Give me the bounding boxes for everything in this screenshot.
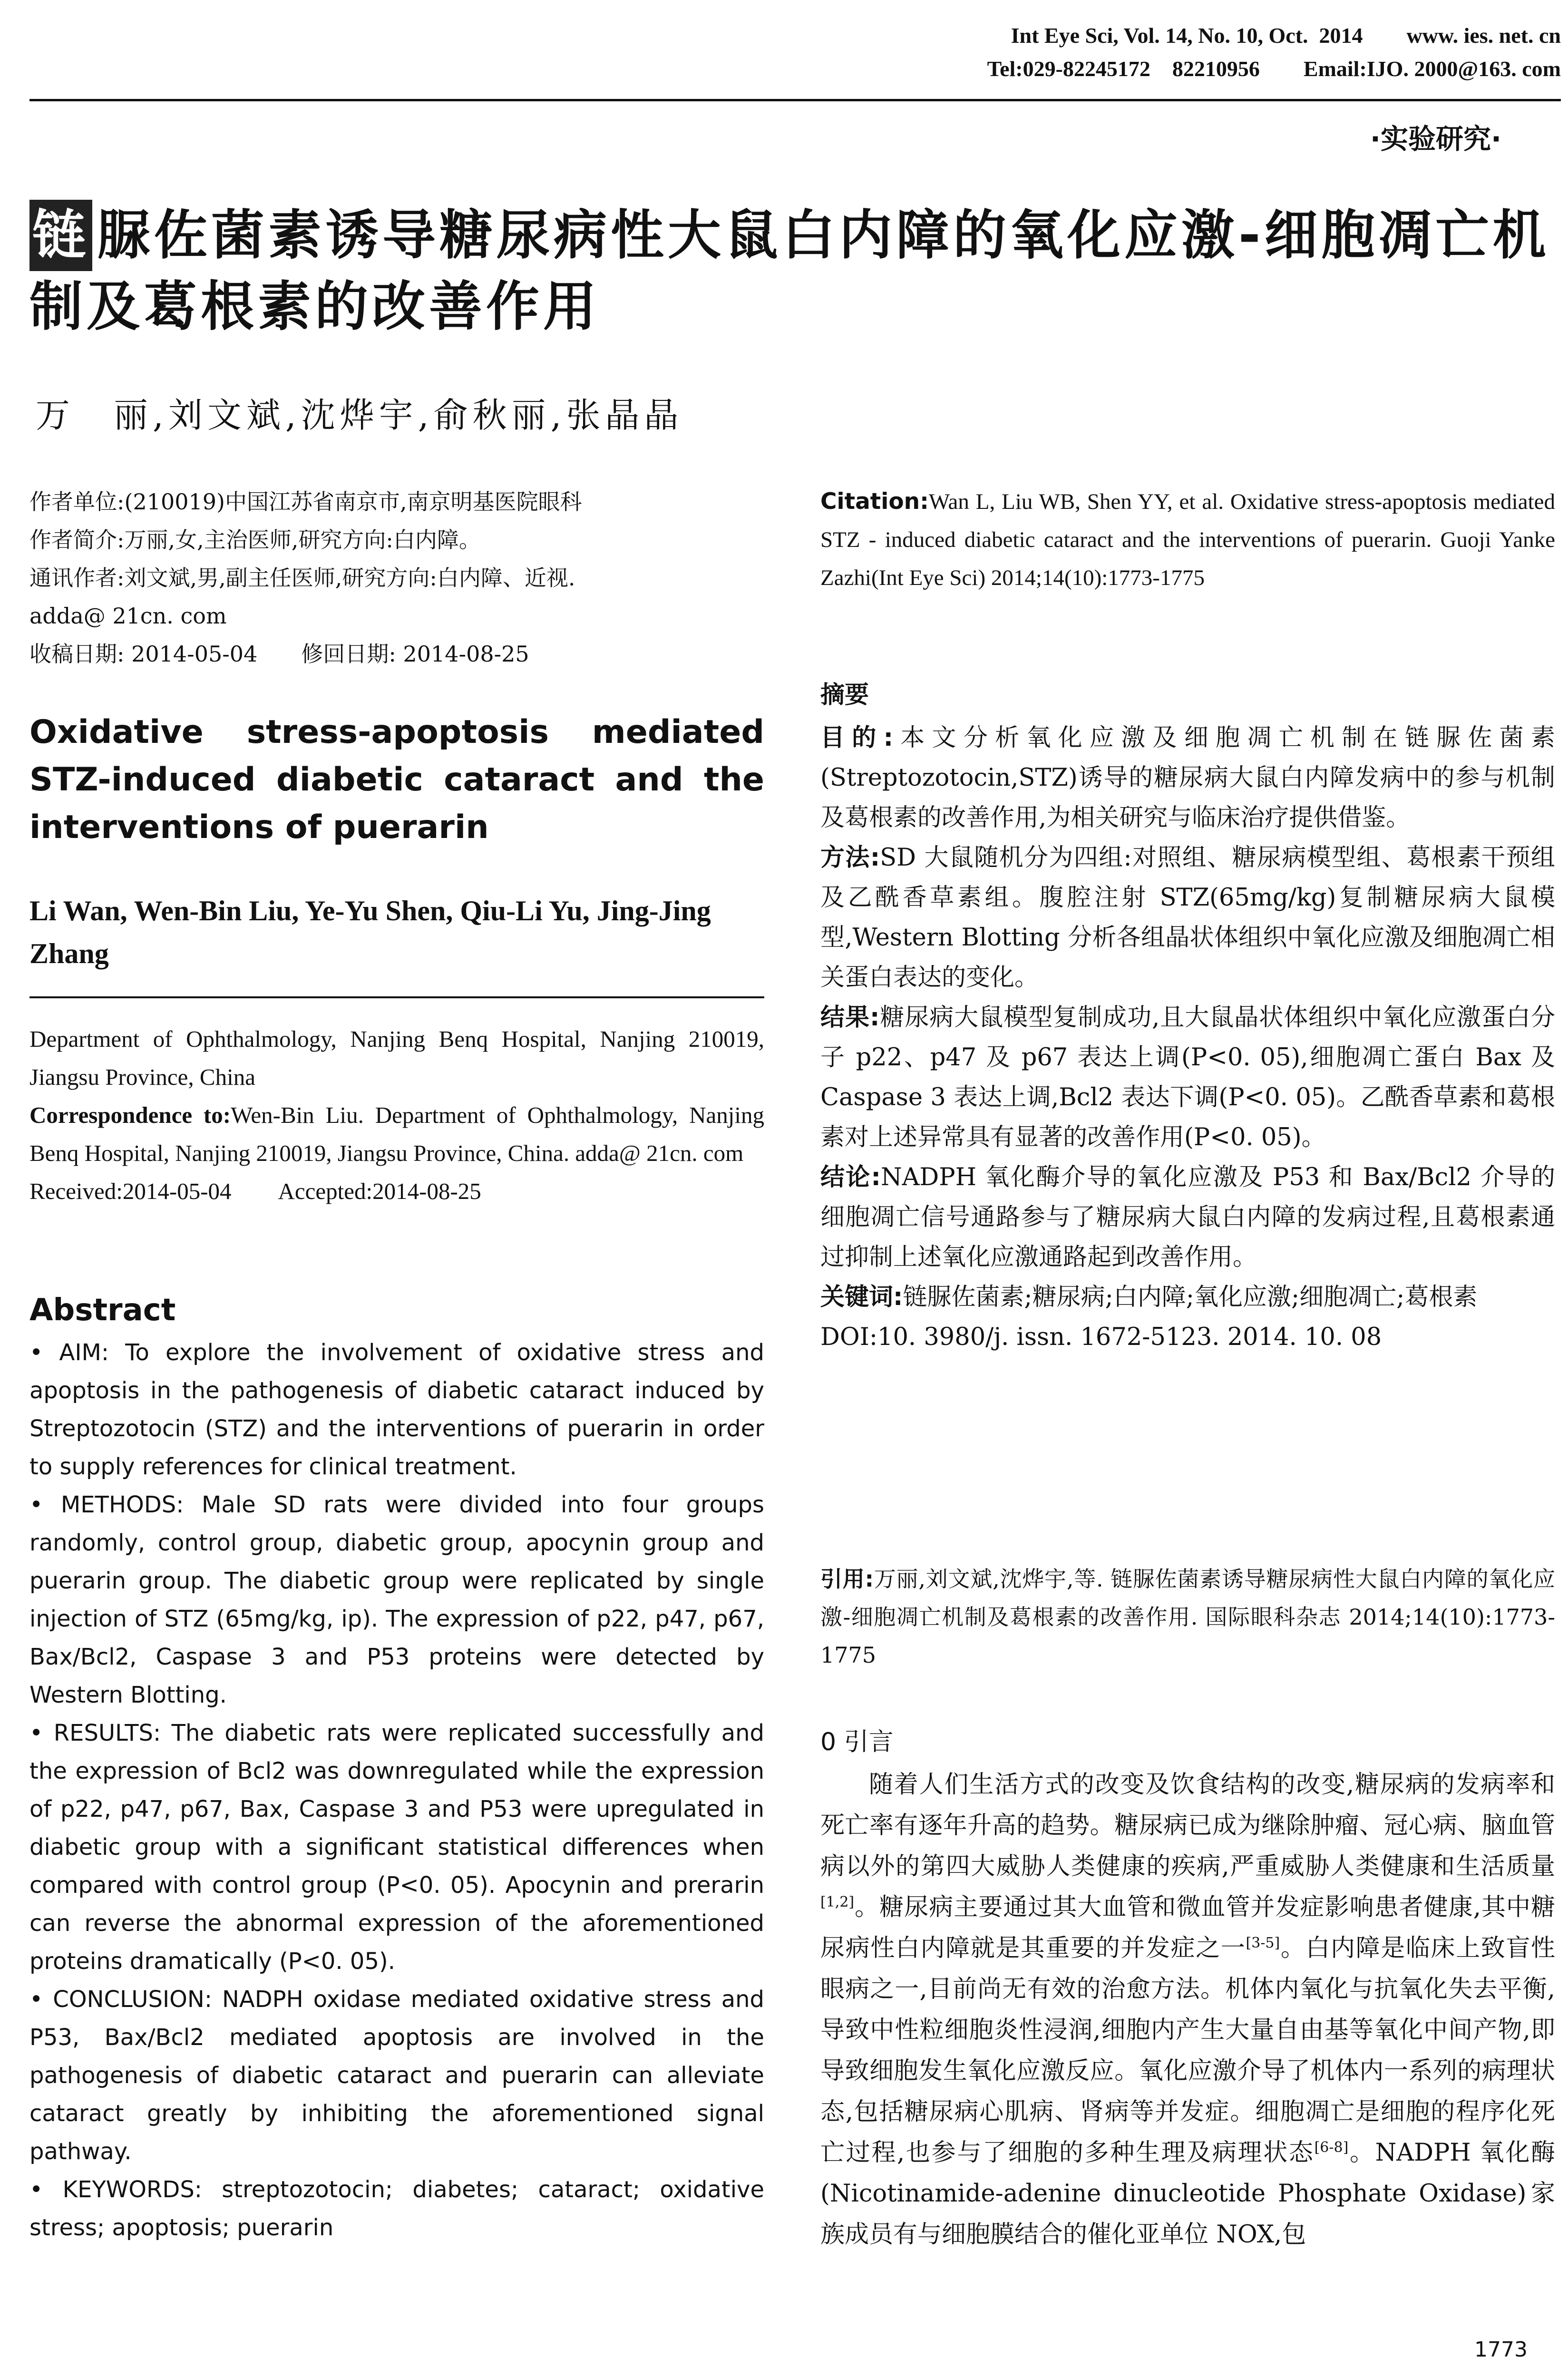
english-authors: Li Wan, Wen-Bin Liu, Ye-Yu Shen, Qiu-Li Yu, Jing-Jing Zhang bbox=[29, 895, 711, 969]
cn-methods-label: 方法: bbox=[820, 844, 880, 872]
authors-rule bbox=[29, 996, 764, 998]
cn-conclusion-text: NADPH 氧化酶介导的氧化应激及 P53 和 Bax/Bcl2 介导的细胞凋亡信号通路参与了糖尿病大鼠白内障的发病过程,且葛根素通过抑制上述氧化应激通路起到改善作用。 bbox=[820, 1163, 1555, 1271]
intro-text-1: 随着人们生活方式的改变及饮食结构的改变,糖尿病的发病率和死亡率有逐年升高的趋势。糖尿病已成为继除肿瘤、冠心病、脑血管病以外的第四大威胁人类健康的疾病,严重威胁人类健康和生活质量 bbox=[820, 1771, 1555, 1880]
cn-keywords bbox=[820, 1277, 1555, 1317]
intro-text-2: 。糖尿病主要通过其大血管和微血管并发症影响患者健康,其中糖尿病性白内障就是其重要的并发症之一 bbox=[820, 1893, 1555, 1962]
reference-6-8: [6-8] bbox=[1314, 2139, 1349, 2156]
cn-results-text: 糖尿病大鼠模型复制成功,且大鼠晶状体组织中氧化应激蛋白分子 p22、p47 及 p67 表达上调(P<0. 05),细胞凋亡蛋白 Bax 及 Caspase 3 表达上调,Bcl2 表达下调(P<0. 05)。乙酰香草素和葛根素对上述异常具有显著的改善作用(P<0. 05)。 bbox=[820, 1003, 1555, 1151]
section-label: ·实验研究· bbox=[1370, 123, 1501, 155]
cn-keywords-text: 链脲佐菌素;糖尿病;白内障;氧化应激;细胞凋亡;葛根素 bbox=[903, 1283, 1478, 1311]
intro-text-4: 。NADPH 氧化酶(Nicotinamide-adenine dinucleotide Phosphate Oxidase)家族成员有与细胞膜结合的催化亚单位 NOX,包 bbox=[820, 2139, 1555, 2249]
cn-aim-label: 目的: bbox=[820, 724, 893, 752]
dates-line: 收稿日期: 2014-05-04 修回日期: 2014-08-25 bbox=[29, 641, 529, 667]
email-line: adda@ 21cn. com bbox=[29, 603, 227, 629]
cn-aim-text: 本文分析氧化应激及细胞凋亡机制在链脲佐菌素(Streptozotocin,STZ)诱导的糖尿病大鼠白内障发病中的参与机制及葛根素的改善作用,为相关研究与临床治疗提供借鉴。 bbox=[820, 724, 1555, 832]
title-first-char: 链 bbox=[29, 200, 92, 271]
cn-keywords-label: 关键词: bbox=[820, 1283, 903, 1311]
reference-3-5: [3-5] bbox=[1246, 1935, 1280, 1951]
correspondence-text: Wen-Bin Liu. Department of Ophthalmology, Nanjing Benq Hospital, Nanjing 210019, Jiangsu Province, China. adda@ 21cn. com bbox=[29, 1102, 764, 1166]
cn-methods-text: SD 大鼠随机分为四组:对照组、糖尿病模型组、葛根素干预组及乙酰香草素组。腹腔注射 STZ(65mg/kg)复制糖尿病大鼠模型,Western Blotting 分析各组晶状体组织中氧化应激及细胞凋亡相关蛋白表达的变化。 bbox=[820, 844, 1555, 992]
correspondence-label: Correspondence to: bbox=[29, 1102, 231, 1128]
received-accepted: Received:2014-05-04 Accepted:2014-08-25 bbox=[29, 1178, 481, 1204]
journal-contact-line: Tel:029-82245172 82210956 Email:IJO. 2000@163. com bbox=[987, 57, 1561, 81]
page-number: 1773 bbox=[1474, 2338, 1528, 2362]
cn-methods bbox=[820, 838, 1555, 998]
chinese-authors: 万 丽,刘文斌,沈烨宇,俞秋丽,张晶晶 bbox=[36, 395, 683, 435]
cn-conclusion-label: 结论: bbox=[820, 1163, 881, 1191]
chinese-affiliation bbox=[29, 483, 764, 673]
citation-text: Wan L, Liu WB, Shen YY, et al. Oxidative stress-apoptosis mediated STZ - induced diabetic cataract and the interventions of puerarin. Guoji Yanke Zazhi(Int Eye Sci) 2014;14(10):1773-1775 bbox=[820, 489, 1555, 590]
cn-citation-block bbox=[820, 1560, 1555, 1674]
english-title: Oxidative stress-apoptosis mediated STZ-induced diabetic cataract and the interventions of puerarin bbox=[29, 713, 764, 846]
cn-aim bbox=[820, 718, 1555, 838]
reference-1-2: [1,2] bbox=[820, 1894, 855, 1910]
cn-results-label: 结果: bbox=[820, 1003, 880, 1032]
abstract-results: • RESULTS: The diabetic rats were replicated successfully and the expression of Bcl2 was downregulated while the expression of p22, p47, p67, Bax, Caspase 3 and P53 were upregulated in diabetic group with a significant statistical differences when compared with control group (P<0. 05). Apocynin and prerarin can reverse the abnormal expression of the aforementioned proteins dramatically (P<0. 05). bbox=[29, 1720, 764, 1975]
doi: DOI:10. 3980/j. issn. 1672-5123. 2014. 10. 08 bbox=[820, 1323, 1382, 1351]
author-bio-line: 作者简介:万丽,女,主治医师,研究方向:白内障。 bbox=[29, 527, 481, 553]
journal-info-line: Int Eye Sci, Vol. 14, No. 10, Oct. 2014 www. ies. net. cn bbox=[1011, 23, 1561, 48]
affiliation-line: 作者单位:(210019)中国江苏省南京市,南京明基医院眼科 bbox=[29, 489, 582, 515]
english-affiliation bbox=[29, 1020, 764, 1210]
cn-conclusion bbox=[820, 1158, 1555, 1277]
header-rule bbox=[29, 99, 1561, 101]
chinese-title bbox=[29, 200, 1551, 342]
abstract-methods: • METHODS: Male SD rats were divided into four groups randomly, control group, diabetic group, apocynin group and puerarin group. The diabetic group were replicated by single injection of STZ (65mg/kg, ip). The expression of p22, p47, p67, Bax/Bcl2, Caspase 3 and P53 proteins were detected by Western Blotting. bbox=[29, 1491, 764, 1708]
cn-abstract-heading: 摘要 bbox=[820, 681, 869, 709]
cn-citation-text: 万丽,刘文斌,沈烨宇,等. 链脲佐菌素诱导糖尿病性大鼠白内障的氧化应激-细胞凋亡机制及葛根素的改善作用. 国际眼科杂志 2014;14(10):1773-1775 bbox=[820, 1566, 1555, 1668]
chinese-abstract bbox=[820, 675, 1555, 1357]
abstract-conclusion: • CONCLUSION: NADPH oxidase mediated oxidative stress and P53, Bax/Bcl2 mediated apoptosis are involved in the pathogenesis of diabetic cataract and puerarin can alleviate cataract greatly by inhibiting the aforementioned signal pathway. bbox=[29, 1986, 764, 2165]
cn-results bbox=[820, 998, 1555, 1158]
citation-block bbox=[820, 483, 1555, 597]
intro-text-3: 。白内障是临床上致盲性眼病之一,目前尚无有效的治愈方法。机体内氧化与抗氧化失去平衡,导致中性粒细胞炎性浸润,细胞内产生大量自由基等氧化中间产物,即导致细胞发生氧化应激反应。氧化应激介导了机体内一系列的病理状态,包括糖尿病心肌病、肾病等并发症。细胞凋亡是细胞的程序化死亡过程,也参与了细胞的多种生理及病理状态 bbox=[820, 1934, 1555, 2167]
introduction bbox=[820, 1722, 1555, 2255]
title-rest: 脲佐菌素诱导糖尿病性大鼠白内障的氧化应激-细胞凋亡机制及葛根素的改善作用 bbox=[29, 205, 1550, 338]
intro-heading: 0 引言 bbox=[820, 1728, 894, 1756]
abstract-keywords: • KEYWORDS: streptozotocin; diabetes; cataract; oxidative stress; apoptosis; puerarin bbox=[29, 2176, 764, 2241]
correspondence bbox=[29, 1096, 764, 1172]
intro-paragraph bbox=[820, 1764, 1555, 2255]
english-abstract bbox=[29, 1289, 764, 2247]
cn-citation-label: 引用: bbox=[820, 1566, 874, 1592]
citation-label: Citation: bbox=[820, 488, 929, 515]
corresponding-author-line: 通讯作者:刘文斌,男,副主任医师,研究方向:白内障、近视. bbox=[29, 565, 575, 591]
abstract-heading: Abstract bbox=[29, 1293, 176, 1328]
department: Department of Ophthalmology, Nanjing Benq Hospital, Nanjing 210019, Jiangsu Province, China bbox=[29, 1026, 764, 1090]
abstract-aim: • AIM: To explore the involvement of oxidative stress and apoptosis in the pathogenesis of diabetic cataract induced by Streptozotocin (STZ) and the interventions of puerarin in order to supply references for clinical treatment. bbox=[29, 1339, 764, 1480]
